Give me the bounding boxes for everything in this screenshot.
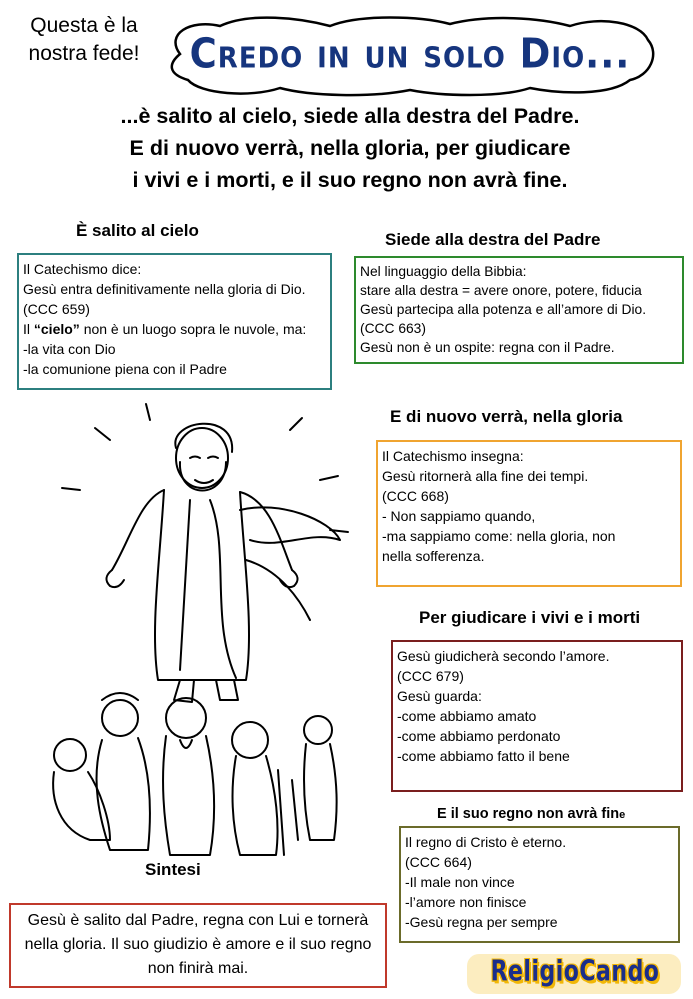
heading-judge: Per giudicare i vivi e i morti	[419, 608, 641, 627]
box-line: -come abbiamo perdonato	[397, 728, 561, 744]
creed-line: i vivi e i morti, e il suo regno non avrà fine.	[132, 168, 568, 192]
box-line: Gesù ritornerà alla fine dei tempi.	[382, 468, 589, 484]
box-line-prefix: Il	[23, 321, 34, 337]
box-line: (CCC 668)	[382, 488, 449, 504]
box-line: -ma sappiamo come: nella gloria, non	[382, 528, 616, 544]
box-line: Il Catechismo insegna:	[382, 448, 524, 464]
box-line: Gesù non è un ospite: regna con il Padre.	[360, 340, 615, 355]
box-line	[23, 319, 324, 339]
box-kingdom	[399, 826, 680, 943]
disciples-group	[53, 693, 336, 855]
creed-line: ...è salito al cielo, siede alla destra del Padre.	[120, 104, 580, 128]
box-line: Gesù partecipa alla potenza e all’amore di Dio.	[360, 302, 647, 317]
box-line: nella sofferenza.	[382, 548, 485, 564]
heading-kingdom-main: E il suo regno non avrà fin	[437, 806, 620, 822]
heading-return: E di nuovo verrà, nella gloria	[390, 407, 623, 426]
heading-ascended: È salito al cielo	[76, 221, 199, 240]
box-judge	[391, 640, 683, 792]
box-line: -Gesù regna per sempre	[405, 914, 558, 930]
box-line: (CCC 659)	[23, 301, 90, 317]
jesus-figure	[106, 424, 340, 702]
box-line: Gesù giudicherà secondo l’amore.	[397, 648, 610, 664]
box-line: -Il male non vince	[405, 874, 515, 890]
creed-text	[30, 100, 670, 196]
heading-kingdom-tail: e	[619, 809, 626, 821]
faith-intro: Questa è la nostra fede!	[28, 14, 140, 65]
box-line: -come abbiamo amato	[397, 708, 537, 724]
religiocando-logo: ReligioCando	[490, 956, 660, 989]
box-line-rest: non è un luogo sopra le nuvole, ma:	[83, 321, 307, 337]
box-line: -come abbiamo fatto il bene	[397, 748, 570, 764]
box-line: Il regno di Cristo è eterno.	[405, 834, 567, 850]
summary-box: Gesù è salito dal Padre, regna con Lui e tornerà nella gloria. Il suo giudizio è amore e il suo regno non finirà mai.	[9, 903, 387, 988]
box-line: Gesù guarda:	[397, 688, 482, 704]
box-line: (CCC 679)	[397, 668, 464, 684]
box-line: -l’amore non finisce	[405, 894, 527, 910]
box-line: Gesù entra definitivamente nella gloria di Dio.	[23, 281, 306, 297]
cielo-emphasis: “cielo”	[33, 321, 80, 337]
box-ascended	[17, 253, 332, 390]
heading-kingdom	[437, 806, 625, 822]
box-return	[376, 440, 682, 587]
box-line: (CCC 663)	[360, 321, 426, 336]
heading-right-hand: Siede alla destra del Padre	[385, 230, 601, 249]
summary-heading: Sintesi	[145, 860, 201, 879]
box-line: - Non sappiamo quando,	[382, 508, 536, 524]
box-line: (CCC 664)	[405, 854, 472, 870]
box-line: -la vita con Dio	[23, 341, 116, 357]
creed-line: E di nuovo verrà, nella gloria, per giudicare	[129, 136, 571, 160]
box-line: Il Catechismo dice:	[23, 261, 142, 277]
box-line: stare alla destra = avere onore, potere, fiducia	[360, 283, 642, 298]
ascension-illustration	[40, 400, 360, 860]
box-line: Nel linguaggio della Bibbia:	[360, 264, 527, 279]
banner-title: Credo in un solo Dio...	[189, 30, 631, 78]
box-line: -la comunione piena con il Padre	[23, 361, 227, 377]
box-right-hand	[354, 256, 684, 364]
